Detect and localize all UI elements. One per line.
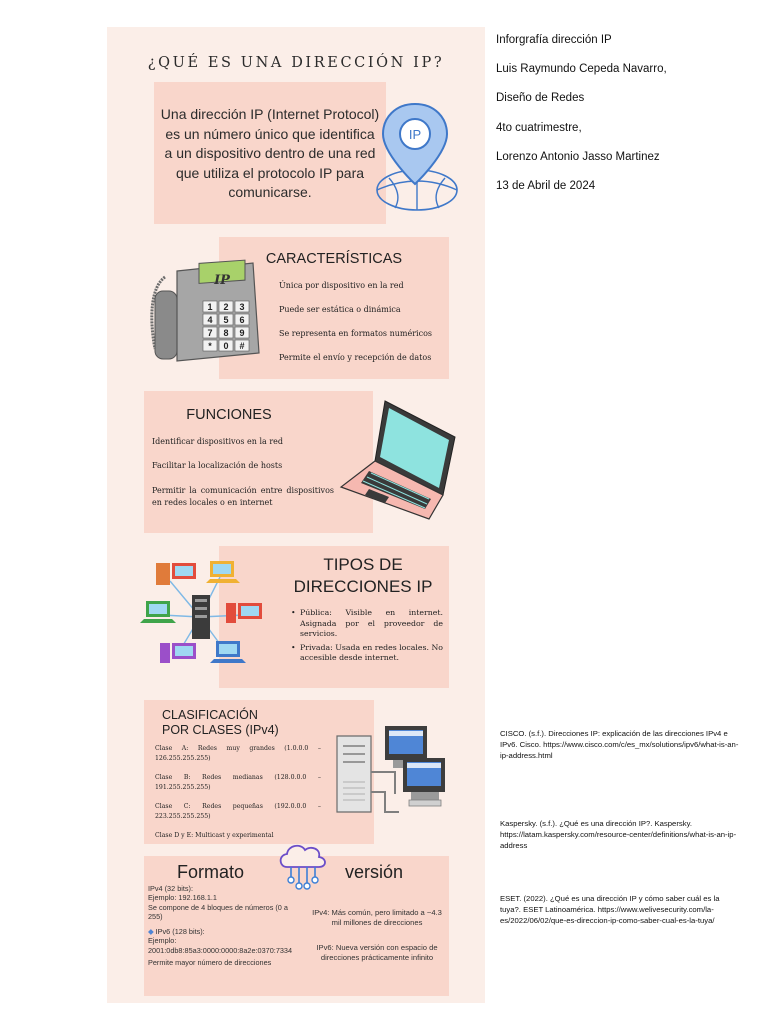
intro-text: Una dirección IP (Internet Protocol) es un número único que identifica a un dispositivo dentro de una red que utiliza el protocolo IP para comunicarse. [160,106,380,200]
keypad-key-label: 5 [223,315,229,325]
clasificacion-heading [162,708,279,737]
funciones-heading: FUNCIONES [186,407,272,423]
ipv6-note: IPv6: Nueva versión con espacio de direcciones prácticamente infinito [316,943,438,962]
ipv4-line: Ejemplo: 192.168.1.1 [148,893,217,903]
ipv4-line: Se compone de 4 bloques de números (0 a 255) [148,902,288,921]
tipos-heading: TIPOS DE DIRECCIONES IP [293,555,433,596]
keypad-key-label: # [239,341,245,351]
keypad-key-label: 4 [207,315,213,325]
caracteristica-item: Se representa en formatos numéricos [279,329,432,338]
telephone-icon [147,257,263,365]
keypad-key-label: 1 [207,302,213,312]
phone-screen-label: IP [214,273,230,288]
keypad-key-label: 7 [207,328,213,338]
clase-item: Clase C: Redes pequeñas (192.0.0.0 – 223.255.255.255) [155,803,321,820]
keypad-key-label: 3 [239,302,245,312]
funcion-item: Facilitar la localización de hosts [152,461,283,470]
clasificacion-heading-line2: POR CLASES (IPv4) [162,722,279,737]
intro-box [154,82,386,224]
info-line: Inforgrafía dirección IP [496,34,612,46]
laptop-icon [339,399,457,521]
formato-details [148,884,298,967]
caracteristica-item: Puede ser estática o dinámica [279,305,401,314]
info-line: 4to cuatrimestre, [496,121,582,134]
keypad-key-label: 8 [223,328,229,338]
cloud-network-icon [275,839,329,891]
clase-item: Clase B: Redes medianas (128.0.0.0 – 191.255.255.255) [155,774,321,791]
bullet-icon: ◆ [148,927,156,937]
info-line: 13 de Abril de 2024 [496,179,596,192]
keypad-key-label: 9 [239,328,245,338]
version-heading: versión [345,862,404,882]
caracteristica-item: Única por dispositivo en la red [279,281,404,290]
poster-title: ¿QUÉ ES UNA DIRECCIÓN IP? [147,55,445,71]
info-line: Diseño de Redes [496,92,585,105]
info-line: Luis Raymundo Cepeda Navarro, [496,63,667,76]
formato-heading: Formato [177,862,245,882]
ipv6-line: Ejemplo: [148,936,177,946]
clase-item: Clase D y E: Multicast y experimental [155,832,274,839]
ipv6-line: 2001:0db8:85a3:0000:0000:8a2e:0370:7334 [148,945,293,955]
reference-item: Kaspersky. (s.f.). ¿Qué es una dirección IP?. Kaspersky. https://latam.kaspersky.com/resource-center/definitions/what-is-an-ip-address [500,819,737,850]
keypad-key-label: 2 [223,302,229,312]
caracteristica-item: Permite el envío y recepción de datos [279,353,432,362]
clasificacion-heading-line1: CLASIFICACIÓN [162,708,258,722]
network-diagram-icon [140,557,266,675]
tipo-item: • Pública: Visible en internet. Asignada por el proveedor de servicios. [291,608,443,640]
infographic-poster [107,27,485,1003]
funcion-item: Identificar dispositivos en la red [152,437,284,446]
keypad-key-label: 0 [223,341,229,351]
keypad-key-label: 6 [239,315,245,325]
reference-item: ESET. (2022). ¿Qué es una dirección IP y cómo saber cuál es la tuya?. ESET Latinoamérica. https://www.welivesecurity.com/la-es/2022/06/02/que-es-direccion-ip-como-saber-cual-es-la-tuya/ [500,894,720,925]
keypad-key-label: * [208,341,212,351]
reference-item: CISCO. (s.f.). Direcciones IP: explicación de las direcciones IPv4 e IPv6. Cisco. https://www.cisco.com/c/es_mx/solutions/ipv6/what-is-an-ip-address.html [500,729,739,760]
location-pin-globe-icon [369,102,461,212]
funcion-item: Permitir la comunicación entre dispositivos en redes locales o en internet [152,486,334,507]
server-computers-icon [329,722,449,822]
tipo-item: • Privada: Usada en redes locales. No accesible desde internet. [291,643,443,664]
info-line: Lorenzo Antonio Jasso Martinez [496,150,660,163]
ipv6-line: IPv6 (128 bits): [155,927,205,937]
tipos-list [291,608,443,667]
ipv6-line: Permite mayor número de direcciones [148,958,272,968]
ipv4-line: IPv4 (32 bits): [148,884,194,893]
clase-item: Clase A: Redes muy grandes (1.0.0.0 – 126.255.255.255) [155,745,321,762]
caracteristicas-list [279,281,432,377]
pin-ip-label: IP [408,127,422,142]
ipv4-note: IPv4: Más común, pero limitado a ~4.3 mil millones de direcciones [312,908,442,927]
caracteristicas-heading: CARACTERÍSTICAS [265,251,403,267]
author-info [496,34,667,209]
